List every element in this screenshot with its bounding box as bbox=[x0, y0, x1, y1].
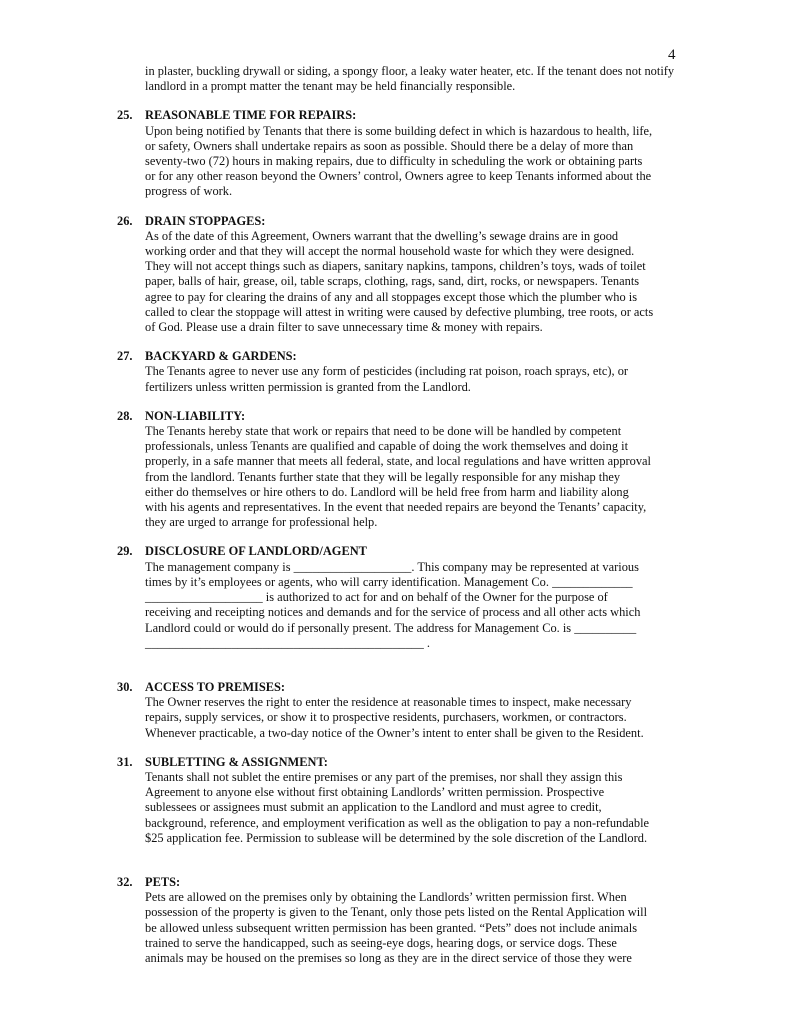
section-title: DISCLOSURE OF LANDLORD/AGENT bbox=[145, 544, 367, 559]
section-body: The Owner reserves the right to enter the residence at reasonable times to inspect, make necessary repairs, supply services, or show it to prospective residents, purchasers, workmen, or contractors. Whenever practicable, a two-day notice of the Owner’s intent to enter shall be given to the Resident. bbox=[145, 695, 644, 740]
section-number: 26. bbox=[117, 213, 133, 228]
section-heading bbox=[117, 349, 677, 364]
section-30 bbox=[117, 680, 677, 741]
section-body: Upon being notified by Tenants that there is some building defect in which is hazardous to health, life, or safety, Owners shall undertake repairs as soon as possible. Should there be a delay of more than seventy-two (72) hours in making repairs, due to difficulty in scheduling the work or obtaining parts or for any other reason beyond the Owners’ control, Owners agree to keep Tenants informed about the progress of work. bbox=[145, 123, 653, 199]
section-number: 29. bbox=[117, 544, 133, 559]
section-title: REASONABLE TIME FOR REPAIRS: bbox=[145, 108, 357, 123]
section-number: 25. bbox=[117, 108, 133, 123]
intro-paragraph: in plaster, buckling drywall or siding, a spongy floor, a leaky water heater, etc. If the tenant does not notify landlord in a prompt matter the tenant may be held financially responsible. bbox=[145, 64, 675, 94]
section-number: 27. bbox=[117, 349, 133, 364]
section-heading bbox=[117, 214, 677, 229]
section-title: SUBLETTING & ASSIGNMENT: bbox=[145, 754, 328, 769]
section-title: BACKYARD & GARDENS: bbox=[145, 349, 297, 364]
page-number: 4 bbox=[668, 47, 676, 63]
section-25 bbox=[117, 108, 677, 199]
section-heading bbox=[117, 544, 677, 559]
section-28 bbox=[117, 409, 677, 531]
section-title: NON-LIABILITY: bbox=[145, 408, 246, 423]
section-title: ACCESS TO PREMISES: bbox=[145, 679, 286, 694]
section-heading bbox=[117, 680, 677, 695]
section-heading bbox=[117, 755, 677, 770]
section-29 bbox=[117, 544, 677, 650]
document-body bbox=[117, 64, 677, 966]
section-body: As of the date of this Agreement, Owners warrant that the dwelling’s sewage drains are in good working order and that they will accept the normal household waste for which they were designed. They will not accept things such as diapers, sanitary napkins, tampons, children’s toys, wads of toilet paper, balls of hair, grease, oil, table scraps, clothing, rags, sand, dirt, rocks, or newspapers. Tenants agree to pay for clearing the drains of any and all stoppages except those which the plumber who is called to clear the stoppage will attest in writing were caused by defective plumbing, tree roots, or acts of God. Please use a drain filter to save unnecessary time & money with repairs. bbox=[145, 228, 654, 335]
section-number: 31. bbox=[117, 754, 133, 769]
section-31 bbox=[117, 755, 677, 846]
section-heading bbox=[117, 108, 677, 123]
section-32 bbox=[117, 875, 677, 966]
section-number: 28. bbox=[117, 408, 133, 423]
section-heading bbox=[117, 875, 677, 890]
section-body: The management company is ___________________. This company may be represented at various times by it’s employees or agents, who will carry identification. Management Co. _____________ ___________________ is authorized to act for and on behalf of the Owner for the purpose of receiving and receipting notices and demands and for the service of process and all other acts which Landlord could or would do if personally present. The address for Management Co. is __________ _____________________________________________ . bbox=[145, 559, 641, 650]
section-body: Pets are allowed on the premises only by obtaining the Landlords’ written permission first. When possession of the property is given to the Tenant, only those pets listed on the Rental Application will be allowed unless subsequent written permission has been granted. “Pets” does not include animals trained to serve the handicapped, such as seeing-eye dogs, hearing dogs, or service dogs. These animals may be housed on the premises so long as they are in the direct service of those they were bbox=[145, 890, 648, 965]
section-26 bbox=[117, 214, 677, 336]
section-27 bbox=[117, 349, 677, 395]
section-number: 30. bbox=[117, 679, 133, 694]
section-body: The Tenants agree to never use any form of pesticides (including rat poison, roach sprays, etc), or fertilizers unless written permission is granted from the Landlord. bbox=[145, 364, 629, 394]
section-heading bbox=[117, 409, 677, 424]
section-body: The Tenants hereby state that work or repairs that need to be done will be handled by competent professionals, unless Tenants are qualified and capable of doing the work themselves and doing it properly, in a safe manner that meets all federal, state, and local regulations and have written approval from the landlord. Tenants further state that they will be legally responsible for any mishap they either do themselves or hire others to do. Landlord will be held free from harm and liability along with his agents and representatives. In the event that needed repairs are beyond the Tenants’ capacity, they are urged to arrange for professional help. bbox=[145, 424, 651, 530]
section-number: 32. bbox=[117, 874, 133, 889]
section-title: DRAIN STOPPAGES: bbox=[145, 213, 266, 228]
section-title: PETS: bbox=[145, 874, 181, 889]
section-body: Tenants shall not sublet the entire premises or any part of the premises, nor shall they assign this Agreement to anyone else without first obtaining Landlords’ written permission. Prospective sublessees or assignees must submit an application to the Landlord and must agree to credit, background, reference, and employment verification as well as the obligation to pay a non-refundable $25 application fee. Permission to sublease will be determined by the sole discretion of the Landlord. bbox=[145, 769, 650, 845]
